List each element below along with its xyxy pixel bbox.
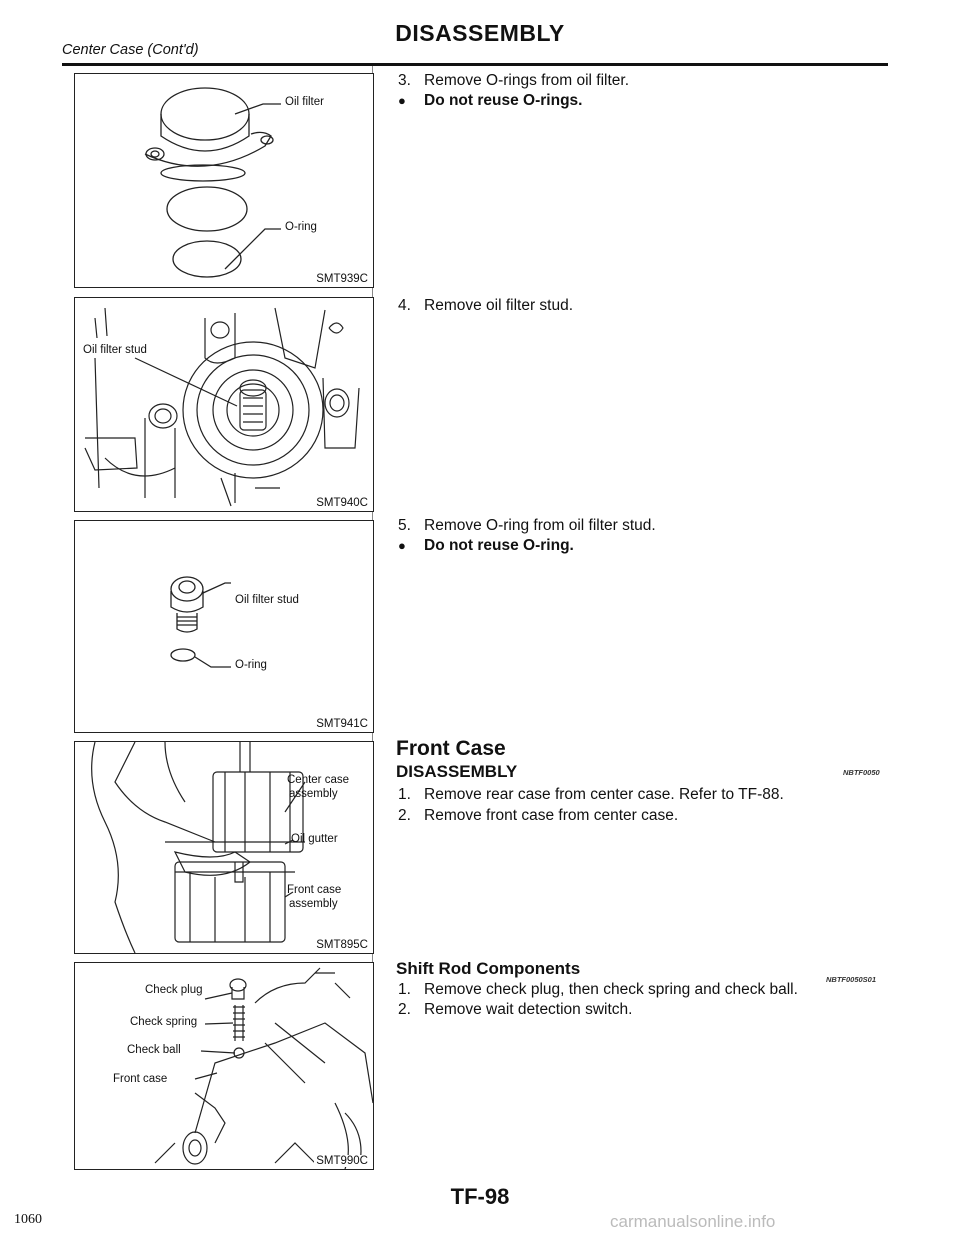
- step-text: Remove oil filter stud.: [424, 297, 574, 314]
- label-check-spring: Check spring: [130, 1016, 198, 1028]
- step-text: Remove O-rings from oil filter.: [424, 72, 629, 89]
- step-number: 4.: [398, 297, 411, 314]
- label-front-case: Front case: [113, 1073, 168, 1085]
- figure-center-case-removal: [74, 741, 374, 954]
- figure-code: SMT895C: [316, 939, 368, 951]
- heading-shift-rod-components: Shift Rod Components: [396, 959, 581, 978]
- reference-code: NBTF0050S01: [826, 975, 877, 984]
- figure-oil-filter-stud-case: [74, 297, 374, 512]
- step-text: Remove front case from center case.: [424, 807, 679, 824]
- figure-code: SMT941C: [316, 718, 368, 730]
- shift-rod-step-2: [398, 1001, 632, 1019]
- page-title: DISASSEMBLY: [395, 20, 565, 46]
- header-rule: [62, 63, 888, 66]
- label-oil-gutter: Oil gutter: [291, 833, 338, 845]
- label-oil-filter-stud: Oil filter stud: [235, 594, 299, 606]
- step-number: 1.: [398, 981, 411, 998]
- figure-shift-rod-components: [74, 962, 374, 1170]
- label-oil-filter: Oil filter: [285, 96, 324, 108]
- front-case-step-1: [398, 786, 784, 804]
- step-text: Remove check plug, then check spring and check ball.: [424, 981, 798, 998]
- step-number: 2.: [398, 807, 411, 824]
- section-subtitle: Center Case (Cont'd): [62, 42, 199, 58]
- oil-filter-illustration: [75, 74, 373, 287]
- caution-bullet-5: [398, 537, 574, 555]
- step-number: 5.: [398, 517, 411, 534]
- bullet-dot: ●: [398, 538, 406, 553]
- step-number: 2.: [398, 1001, 411, 1018]
- label-center-case: Center case: [287, 774, 350, 786]
- reference-code: NBTF0050: [843, 768, 880, 777]
- label-front-case: Front case: [287, 884, 342, 896]
- figure-code: SMT990C: [316, 1155, 368, 1167]
- step-number: 3.: [398, 72, 411, 89]
- page-label: TF-98: [450, 1184, 510, 1209]
- caution-text: Do not reuse O-rings.: [424, 92, 583, 109]
- step-text: Remove rear case from center case. Refer to TF-88.: [424, 786, 784, 803]
- stud-illustration: [75, 521, 373, 732]
- figure-code: SMT939C: [316, 273, 368, 285]
- front-case-illustration: [75, 963, 373, 1169]
- shift-rod-step-1: [398, 981, 798, 999]
- heading-front-case: Front Case: [396, 737, 506, 760]
- step-text: Remove wait detection switch.: [424, 1001, 633, 1018]
- label-check-ball: Check ball: [127, 1044, 181, 1056]
- step-5: [398, 517, 656, 535]
- figure-oil-filter: [74, 73, 374, 288]
- figure-code: SMT940C: [316, 497, 368, 509]
- caution-text: Do not reuse O-ring.: [424, 537, 574, 554]
- bullet-dot: ●: [398, 93, 406, 108]
- label-center-case-assembly: assembly: [289, 788, 338, 800]
- step-number: 1.: [398, 786, 411, 803]
- step-4: [398, 297, 573, 315]
- label-o-ring: O-ring: [235, 659, 267, 671]
- step-text: Remove O-ring from oil filter stud.: [424, 517, 656, 534]
- label-oil-filter-stud: Oil filter stud: [83, 344, 147, 356]
- page-number: 1060: [14, 1212, 42, 1227]
- subheading-disassembly: DISASSEMBLY: [396, 762, 518, 781]
- label-check-plug: Check plug: [145, 984, 203, 996]
- step-3: [398, 72, 629, 90]
- label-front-case-assembly: assembly: [289, 898, 338, 910]
- caution-bullet-3: [398, 92, 582, 110]
- watermark: carmanualsonline.info: [610, 1212, 776, 1231]
- figure-stud-o-ring: [74, 520, 374, 733]
- label-o-ring: O-ring: [285, 221, 317, 233]
- front-case-step-2: [398, 807, 678, 825]
- center-case-illustration: [75, 298, 373, 511]
